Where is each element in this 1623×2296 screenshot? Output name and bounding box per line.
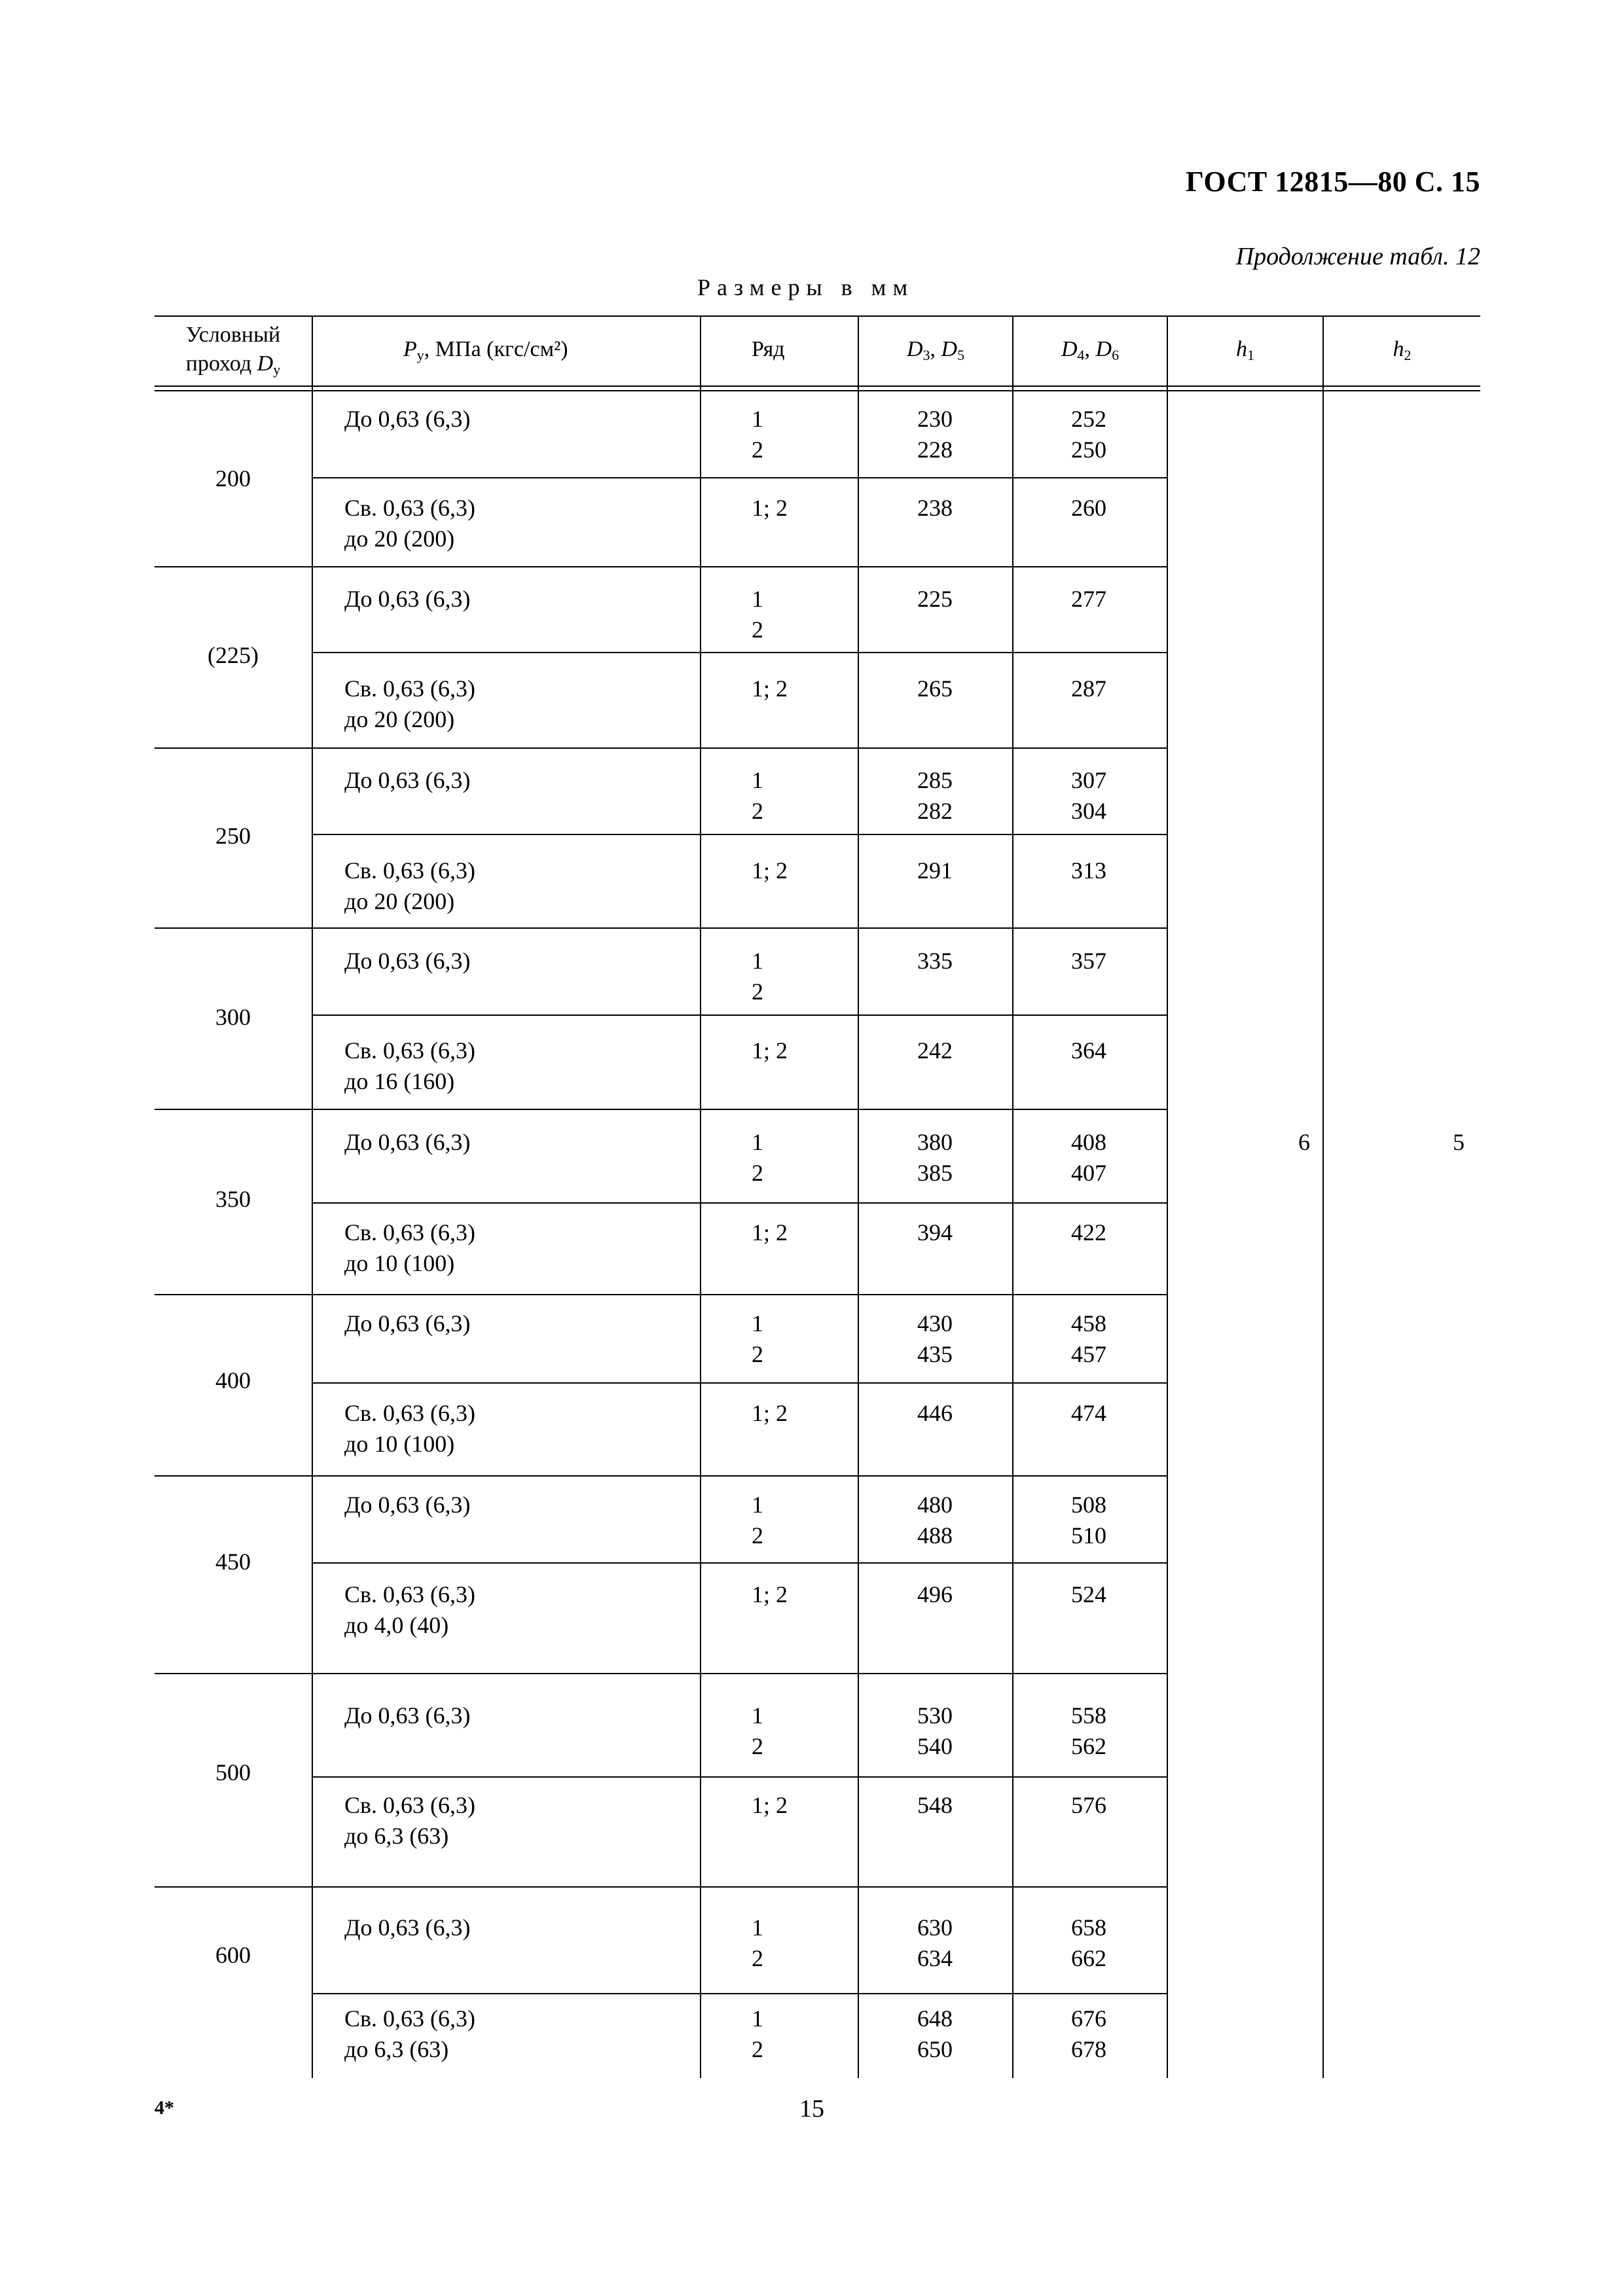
table-continuation-label: Продолжение табл. 12 — [1235, 243, 1480, 270]
d3-d5-value: 230 228 — [917, 406, 953, 463]
group-divider — [155, 1109, 1167, 1110]
d4-d6-value: 408 407 — [1071, 1129, 1106, 1186]
header-double-rule — [155, 386, 1480, 391]
header-row: Ряд — [752, 337, 785, 361]
d4-d6-value: 658 662 — [1071, 1914, 1106, 1971]
header-d3-d5: $D_3$, $D_5$ — [906, 337, 965, 363]
row-number: 1 2 — [752, 948, 763, 1005]
d3-d5-value: 630 634 — [917, 1914, 953, 1971]
row-number: 1 2 — [752, 767, 763, 824]
pressure-range: Св. 0,63 (6,3) до 20 (200) — [344, 495, 475, 552]
pressure-range: Св. 0,63 (6,3) до 20 (200) — [344, 675, 475, 732]
pressure-range: До 0,63 (6,3) — [344, 1914, 471, 1941]
group-divider — [155, 1475, 1167, 1477]
row-number: 1 2 — [752, 1129, 763, 1186]
pressure-range: Св. 0,63 (6,3) до 16 (160) — [344, 1037, 475, 1094]
d4-d6-value: 307 304 — [1071, 767, 1106, 824]
row-divider — [312, 1562, 1167, 1564]
d4-d6-value: 558 562 — [1071, 1702, 1106, 1759]
row-number: 1; 2 — [752, 1581, 788, 1607]
d3-d5-value: 648 650 — [917, 2005, 953, 2062]
pressure-range: Св. 0,63 (6,3) до 6,3 (63) — [344, 1792, 475, 1849]
row-number: 1; 2 — [752, 1219, 788, 1246]
row-divider — [312, 1202, 1167, 1204]
row-number: 1; 2 — [752, 495, 788, 521]
nominal-bore-value: 300 — [215, 1004, 251, 1030]
d3-d5-value: 242 — [917, 1037, 953, 1064]
header-pressure: $P_y$, МПа (кгс/см²) — [403, 337, 568, 363]
row-number: 1 2 — [752, 406, 763, 463]
d4-d6-value: 364 — [1071, 1037, 1106, 1064]
d3-d5-value: 394 — [917, 1219, 953, 1246]
pressure-range: Св. 0,63 (6,3) до 4,0 (40) — [344, 1581, 475, 1638]
d4-d6-value: 252 250 — [1071, 406, 1106, 463]
d4-d6-value: 287 — [1071, 675, 1106, 702]
col-divider — [1322, 315, 1324, 2078]
d3-d5-value: 285 282 — [917, 767, 953, 824]
row-divider — [312, 1993, 1167, 1994]
row-number: 1; 2 — [752, 1037, 788, 1064]
page-number: 15 — [799, 2095, 824, 2123]
nominal-bore-value: 600 — [215, 1942, 251, 1968]
nominal-bore-value: 250 — [215, 823, 251, 849]
row-divider — [312, 834, 1167, 835]
pressure-range: До 0,63 (6,3) — [344, 406, 471, 432]
d4-d6-value: 508 510 — [1071, 1492, 1106, 1549]
dimensions-table — [155, 315, 1480, 2078]
row-number: 1 2 — [752, 2005, 763, 2062]
d4-d6-value: 524 — [1071, 1581, 1106, 1607]
table-top-rule — [155, 315, 1480, 317]
header-d4-d6: $D_4$, $D_6$ — [1061, 337, 1120, 363]
row-number: 1; 2 — [752, 1792, 788, 1818]
nominal-bore-value: (225) — [208, 642, 259, 668]
d3-d5-value: 380 385 — [917, 1129, 953, 1186]
nominal-bore-value: 400 — [215, 1367, 251, 1393]
d3-d5-value: 530 540 — [917, 1702, 953, 1759]
group-divider — [155, 1886, 1167, 1888]
row-divider — [312, 1014, 1167, 1016]
pressure-range: До 0,63 (6,3) — [344, 1310, 471, 1336]
d3-d5-value: 238 — [917, 495, 953, 521]
pressure-range: До 0,63 (6,3) — [344, 1702, 471, 1729]
d4-d6-value: 576 — [1071, 1792, 1106, 1818]
nominal-bore-value: 200 — [215, 465, 251, 492]
d4-d6-value: 676 678 — [1071, 2005, 1106, 2062]
row-number: 1; 2 — [752, 1400, 788, 1426]
row-divider — [312, 1776, 1167, 1778]
units-caption: Размеры в мм — [697, 274, 915, 300]
d3-d5-value: 430 435 — [917, 1310, 953, 1367]
d3-d5-value: 225 — [917, 586, 953, 612]
header-h1: $h_1$ — [1236, 337, 1254, 363]
col-divider — [312, 315, 313, 2078]
row-divider — [312, 652, 1167, 653]
pressure-range: До 0,63 (6,3) — [344, 586, 471, 612]
pressure-range: До 0,63 (6,3) — [344, 767, 471, 793]
nominal-bore-value: 500 — [215, 1759, 251, 1785]
col-divider — [858, 315, 859, 2078]
nominal-bore-value: 350 — [215, 1186, 251, 1212]
pressure-range: Св. 0,63 (6,3) до 10 (100) — [344, 1400, 475, 1457]
group-divider — [155, 747, 1167, 749]
d3-d5-value: 496 — [917, 1581, 953, 1607]
col-divider — [700, 315, 701, 2078]
row-number: 1 2 — [752, 1310, 763, 1367]
row-number: 1; 2 — [752, 857, 788, 884]
d4-d6-value: 313 — [1071, 857, 1106, 884]
d3-d5-value: 265 — [917, 675, 953, 702]
pressure-range: Св. 0,63 (6,3) до 10 (100) — [344, 1219, 475, 1276]
col-divider — [1167, 315, 1168, 2078]
row-number: 1 2 — [752, 586, 763, 643]
h2-value: 5 — [1453, 1129, 1465, 1155]
nominal-bore-value: 450 — [215, 1549, 251, 1575]
header-nominal-bore: Условный проход $D_y$ — [185, 323, 281, 378]
group-divider — [155, 1294, 1167, 1295]
group-divider — [155, 566, 1167, 567]
d3-d5-value: 335 — [917, 948, 953, 974]
group-divider — [155, 1673, 1167, 1674]
row-number: 1 2 — [752, 1492, 763, 1549]
d3-d5-value: 548 — [917, 1792, 953, 1818]
row-number: 1 2 — [752, 1702, 763, 1759]
d4-d6-value: 458 457 — [1071, 1310, 1106, 1367]
h1-value: 6 — [1298, 1129, 1310, 1155]
pressure-range: До 0,63 (6,3) — [344, 1129, 471, 1155]
row-divider — [312, 477, 1167, 478]
pressure-range: До 0,63 (6,3) — [344, 948, 471, 974]
pressure-range: Св. 0,63 (6,3) до 6,3 (63) — [344, 2005, 475, 2062]
group-divider — [155, 927, 1167, 929]
d3-d5-value: 291 — [917, 857, 953, 884]
row-number: 1 2 — [752, 1914, 763, 1971]
row-number: 1; 2 — [752, 675, 788, 702]
d3-d5-value: 480 488 — [917, 1492, 953, 1549]
d4-d6-value: 357 — [1071, 948, 1106, 974]
pressure-range: До 0,63 (6,3) — [344, 1492, 471, 1518]
d4-d6-value: 474 — [1071, 1400, 1106, 1426]
d4-d6-value: 422 — [1071, 1219, 1106, 1246]
row-divider — [312, 1382, 1167, 1384]
document-header: ГОСТ 12815—80 С. 15 — [1185, 166, 1480, 198]
header-h2: $h_2$ — [1393, 337, 1412, 363]
d4-d6-value: 260 — [1071, 495, 1106, 521]
sheet-mark: 4* — [155, 2097, 174, 2119]
pressure-range: Св. 0,63 (6,3) до 20 (200) — [344, 857, 475, 914]
d4-d6-value: 277 — [1071, 586, 1106, 612]
d3-d5-value: 446 — [917, 1400, 953, 1426]
